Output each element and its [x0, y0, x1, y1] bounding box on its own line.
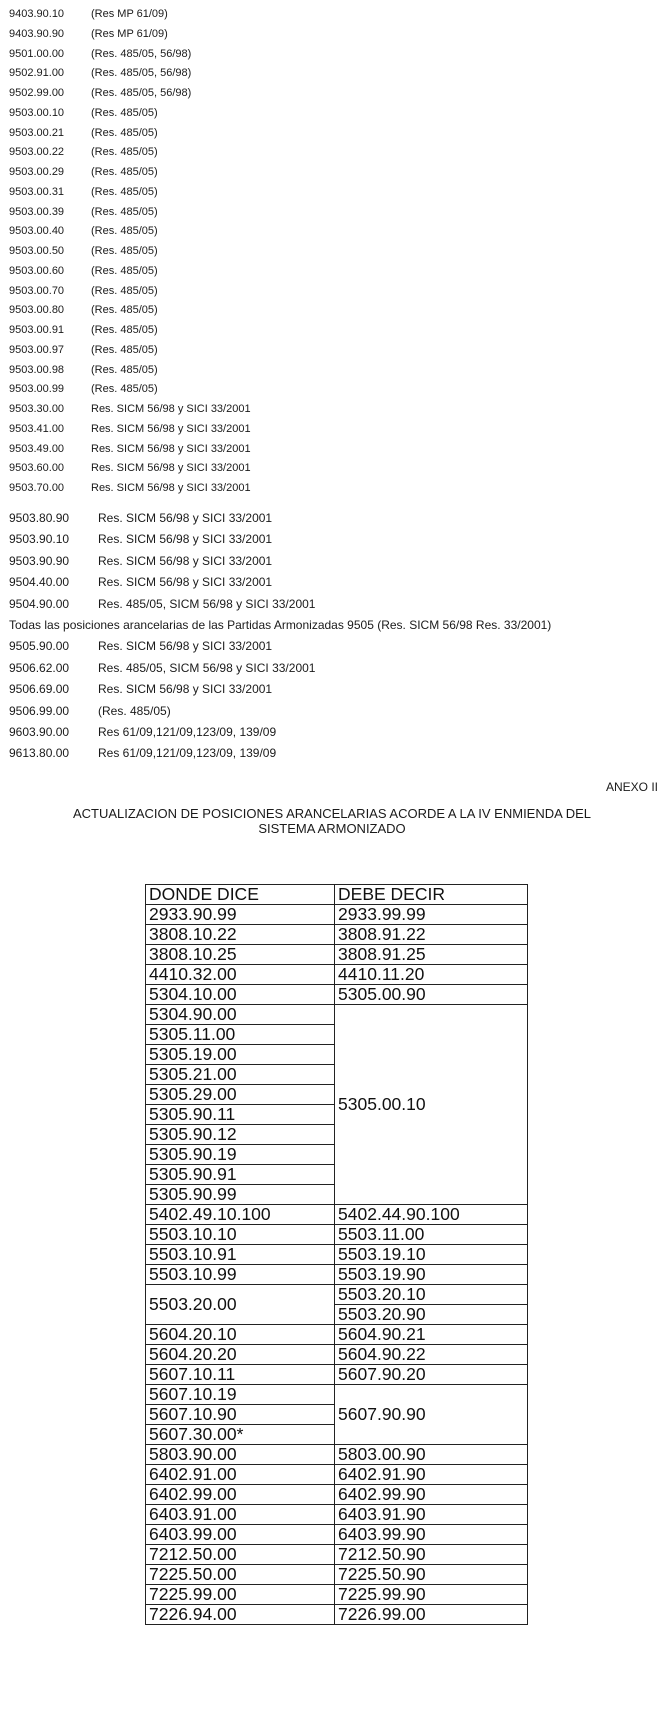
resolution-ref: (Res. 485/05, 56/98) [91, 47, 192, 60]
list-item [9, 25, 251, 45]
old-code: 7225.50.00 [146, 1565, 335, 1585]
resolution-ref: (Res. 485/05) [91, 383, 158, 396]
new-code: 2933.99.99 [335, 905, 528, 925]
table-row [146, 945, 528, 965]
tariff-code: 9503.90.10 [9, 532, 70, 547]
resolution-ref: Res. SICM 56/98 y SICI 33/2001 [98, 575, 273, 590]
tariff-code: 9503.70.00 [9, 482, 65, 494]
resolution-ref: Res. SICM 56/98 y SICI 33/2001 [98, 532, 273, 547]
old-code: 5604.20.20 [146, 1345, 335, 1365]
resolution-ref: Res. SICM 56/98 y SICI 33/2001 [91, 482, 251, 494]
correspondence-table [145, 884, 528, 1625]
new-code: 5503.19.90 [335, 1265, 528, 1285]
list-item [9, 400, 251, 420]
resolution-ref: (Res. 485/05) [91, 363, 158, 376]
old-code: 5305.21.00 [146, 1065, 335, 1085]
tariff-code: 9503.00.31 [9, 185, 65, 198]
tariff-code: 9503.49.00 [9, 442, 65, 455]
tariff-code: 9503.41.00 [9, 422, 65, 435]
tariff-code: 9503.00.80 [9, 304, 65, 317]
old-code: 7225.99.00 [146, 1585, 335, 1605]
new-code: 6402.91.90 [335, 1465, 528, 1485]
resolution-ref: Res. 485/05, SICM 56/98 y SICI 33/2001 [98, 596, 316, 611]
table-row [146, 1465, 528, 1485]
list-item [9, 658, 551, 679]
resolution-ref: (Res MP 61/09) [91, 8, 168, 20]
tariff-code: 9503.00.60 [9, 264, 65, 277]
tariff-code: 9503.00.22 [9, 146, 65, 159]
list-item [9, 64, 251, 84]
resolution-ref: (Res. 485/05) [91, 343, 158, 356]
new-code-merged: 5607.90.90 [335, 1385, 528, 1445]
resolution-ref: Res. SICM 56/98 y SICI 33/2001 [98, 682, 273, 697]
resolution-ref: (Res. 485/05, 56/98) [91, 67, 192, 80]
table-header-row [146, 885, 528, 905]
list-item [9, 420, 251, 440]
old-code: 6402.99.00 [146, 1485, 335, 1505]
table-row [146, 1505, 528, 1525]
list-item [9, 551, 551, 572]
table-row [146, 1585, 528, 1605]
annex-title-line2: SISTEMA ARMONIZADO [258, 821, 406, 836]
resolution-ref: (Res. 485/05) [91, 225, 158, 238]
resolution-ref: (Res. 485/05) [91, 126, 158, 139]
tariff-code: 9603.90.00 [9, 724, 70, 739]
list-item [9, 459, 251, 479]
tariff-code: 9503.00.29 [9, 166, 65, 178]
column-header-debe-decir: DEBE DECIR [335, 885, 528, 905]
list-item [9, 743, 551, 764]
list-item [9, 242, 251, 262]
table-row [146, 1445, 528, 1465]
list-item [9, 282, 251, 302]
new-code: 7212.50.90 [335, 1545, 528, 1565]
tariff-code: 9503.00.21 [9, 126, 65, 139]
old-code: 5503.10.10 [146, 1225, 335, 1245]
resolution-ref: (Res. 485/05, 56/98) [91, 87, 192, 99]
column-header-donde-dice: DONDE DICE [146, 885, 335, 905]
list-item-note [9, 615, 551, 636]
table-row [146, 965, 528, 985]
list-item [9, 440, 251, 460]
resolution-ref: (Res. 485/05) [91, 205, 158, 218]
old-code: 5305.90.91 [146, 1165, 335, 1185]
table-row [146, 1285, 528, 1305]
old-code: 5803.90.00 [146, 1445, 335, 1465]
list-item [9, 508, 551, 529]
tariff-code: 9506.99.00 [9, 703, 70, 718]
table-row [146, 1385, 528, 1405]
list-item [9, 479, 251, 499]
new-code: 3808.91.22 [335, 925, 528, 945]
old-code: 4410.32.00 [146, 965, 335, 985]
resolution-ref: (Res. 485/05) [98, 703, 171, 718]
new-code: 5503.20.90 [335, 1305, 528, 1325]
tariff-code: 9501.00.00 [9, 47, 65, 60]
heading-9505-note: Todas las posiciones arancelarias de las Partidas Armonizadas 9505 (Res. SICM 56/98 Res. 33/2001) [9, 617, 552, 632]
new-code: 5503.19.10 [335, 1245, 528, 1265]
tariff-code: 9503.00.50 [9, 245, 65, 257]
annex-label: ANEXO II [605, 780, 658, 794]
list-item [9, 222, 251, 242]
new-code: 6403.91.90 [335, 1505, 528, 1525]
list-item [9, 5, 251, 25]
resolution-ref: (Res. 485/05) [91, 304, 158, 317]
old-code: 5503.10.91 [146, 1245, 335, 1265]
tariff-code: 9503.00.39 [9, 205, 65, 218]
table-row [146, 1005, 528, 1025]
list-item [9, 529, 551, 550]
old-code: 5305.90.19 [146, 1145, 335, 1165]
table-row [146, 925, 528, 945]
list-item [9, 636, 551, 657]
resolution-ref: (Res. 485/05) [91, 284, 158, 297]
resolution-ref: Res. SICM 56/98 y SICI 33/2001 [91, 462, 251, 475]
resolution-ref: Res. SICM 56/98 y SICI 33/2001 [91, 422, 251, 435]
old-code: 5607.10.11 [146, 1365, 335, 1385]
annex-title-line1: ACTUALIZACION DE POSICIONES ARANCELARIAS ACORDE A LA IV ENMIENDA DEL [73, 806, 591, 821]
new-code: 3808.91.25 [335, 945, 528, 965]
new-code: 7225.99.90 [335, 1585, 528, 1605]
list-item [9, 722, 551, 743]
table-row [146, 1245, 528, 1265]
old-code: 6402.91.00 [146, 1465, 335, 1485]
list-item [9, 361, 251, 381]
old-code: 3808.10.22 [146, 925, 335, 945]
list-item [9, 572, 551, 593]
tariff-code: 9503.00.97 [9, 343, 65, 356]
new-code: 5604.90.22 [335, 1345, 528, 1365]
tariff-code: 9503.00.99 [9, 383, 65, 396]
resolution-ref: Res. SICM 56/98 y SICI 33/2001 [98, 639, 273, 654]
tariff-code: 9504.40.00 [9, 575, 70, 590]
old-code: 5304.90.00 [146, 1005, 335, 1025]
resolution-ref: Res. SICM 56/98 y SICI 33/2001 [91, 442, 251, 455]
tariff-code: 9403.90.10 [9, 8, 65, 20]
table-row [146, 1325, 528, 1345]
resolution-ref: Res 61/09,121/09,123/09, 139/09 [98, 724, 277, 739]
resolution-ref: (Res. 485/05) [91, 245, 158, 257]
table-row [146, 1345, 528, 1365]
old-code: 5503.10.99 [146, 1265, 335, 1285]
new-code: 7226.99.00 [335, 1605, 528, 1625]
old-code: 5402.49.10.100 [146, 1205, 335, 1225]
resolution-ref: (Res. 485/05) [91, 106, 158, 119]
list-item [9, 104, 251, 124]
old-code: 5305.90.99 [146, 1185, 335, 1205]
new-code: 5402.44.90.100 [335, 1205, 528, 1225]
tariff-code: 9503.30.00 [9, 403, 65, 415]
table-row [146, 1365, 528, 1385]
list-item [9, 701, 551, 722]
tariff-code: 9506.62.00 [9, 660, 70, 675]
resolution-ref: (Res. 485/05) [91, 185, 158, 198]
table-row [146, 985, 528, 1005]
resolution-ref: Res 61/09,121/09,123/09, 139/09 [98, 746, 277, 761]
resolution-ref: Res. 485/05, SICM 56/98 y SICI 33/2001 [98, 660, 316, 675]
list-item [9, 183, 251, 203]
old-code: 6403.99.00 [146, 1525, 335, 1545]
resolution-ref: (Res. 485/05) [91, 166, 158, 178]
table-row [146, 1225, 528, 1245]
resolution-ref: (Res MP 61/09) [91, 27, 168, 40]
annex-title [0, 806, 664, 836]
tariff-code: 9506.69.00 [9, 682, 70, 697]
list-item [9, 203, 251, 223]
list-item [9, 143, 251, 163]
new-code: 6402.99.90 [335, 1485, 528, 1505]
resolution-ref: (Res. 485/05) [91, 324, 158, 336]
table-row [146, 905, 528, 925]
old-code: 5607.30.00* [146, 1425, 335, 1445]
tariff-code: 9503.60.00 [9, 462, 65, 475]
tariff-code: 9504.90.00 [9, 596, 70, 611]
tariff-code: 9403.90.90 [9, 27, 65, 40]
list-item [9, 301, 251, 321]
old-code: 5607.10.19 [146, 1385, 335, 1405]
tariff-code: 9503.00.10 [9, 106, 65, 119]
old-code: 6403.91.00 [146, 1505, 335, 1525]
old-code: 5305.29.00 [146, 1085, 335, 1105]
list-item [9, 321, 251, 341]
resolution-ref: (Res. 485/05) [91, 264, 158, 277]
old-code: 5604.20.10 [146, 1325, 335, 1345]
new-code: 5803.00.90 [335, 1445, 528, 1465]
resolution-ref: (Res. 485/05) [91, 146, 158, 159]
tariff-code: 9503.00.70 [9, 284, 65, 297]
old-code: 3808.10.25 [146, 945, 335, 965]
new-code: 4410.11.20 [335, 965, 528, 985]
new-code: 5607.90.20 [335, 1365, 528, 1385]
new-code: 5604.90.21 [335, 1325, 528, 1345]
list-item [9, 341, 251, 361]
old-code: 7226.94.00 [146, 1605, 335, 1625]
table-row [146, 1545, 528, 1565]
resolution-ref: Res. SICM 56/98 y SICI 33/2001 [98, 553, 273, 568]
table-row [146, 1265, 528, 1285]
old-code: 5304.10.00 [146, 985, 335, 1005]
tariff-code: 9503.90.90 [9, 553, 70, 568]
list-item [9, 679, 551, 700]
tariff-code: 9505.90.00 [9, 639, 70, 654]
old-code: 2933.90.99 [146, 905, 335, 925]
new-code: 7225.50.90 [335, 1565, 528, 1585]
new-code-merged: 5305.00.10 [335, 1005, 528, 1205]
tariff-code: 9503.00.91 [9, 324, 65, 336]
table-row [146, 1605, 528, 1625]
new-code: 5503.20.10 [335, 1285, 528, 1305]
list-item [9, 163, 251, 183]
old-code: 5305.90.12 [146, 1125, 335, 1145]
table-row [146, 1565, 528, 1585]
tariff-code: 9502.91.00 [9, 67, 65, 80]
table-row [146, 1525, 528, 1545]
new-code: 5305.00.90 [335, 985, 528, 1005]
tariff-list-bottom [9, 508, 551, 765]
list-item [9, 124, 251, 144]
resolution-ref: Res. SICM 56/98 y SICI 33/2001 [91, 403, 251, 415]
table-row [146, 1205, 528, 1225]
list-item [9, 262, 251, 282]
old-code: 5607.10.90 [146, 1405, 335, 1425]
list-item [9, 84, 251, 104]
old-code: 5305.19.00 [146, 1045, 335, 1065]
list-item [9, 594, 551, 615]
tariff-code: 9503.00.98 [9, 363, 65, 376]
old-code: 5305.90.11 [146, 1105, 335, 1125]
tariff-list-top [9, 5, 251, 499]
old-code: 5305.11.00 [146, 1025, 335, 1045]
new-code: 6403.99.90 [335, 1525, 528, 1545]
tariff-code: 9613.80.00 [9, 746, 70, 761]
table-row [146, 1485, 528, 1505]
list-item [9, 380, 251, 400]
tariff-code: 9503.00.40 [9, 225, 65, 238]
old-code: 7212.50.00 [146, 1545, 335, 1565]
resolution-ref: Res. SICM 56/98 y SICI 33/2001 [98, 511, 273, 525]
old-code-merged: 5503.20.00 [146, 1285, 335, 1325]
tariff-code: 9503.80.90 [9, 511, 70, 525]
list-item [9, 45, 251, 65]
new-code: 5503.11.00 [335, 1225, 528, 1245]
tariff-code: 9502.99.00 [9, 87, 65, 99]
